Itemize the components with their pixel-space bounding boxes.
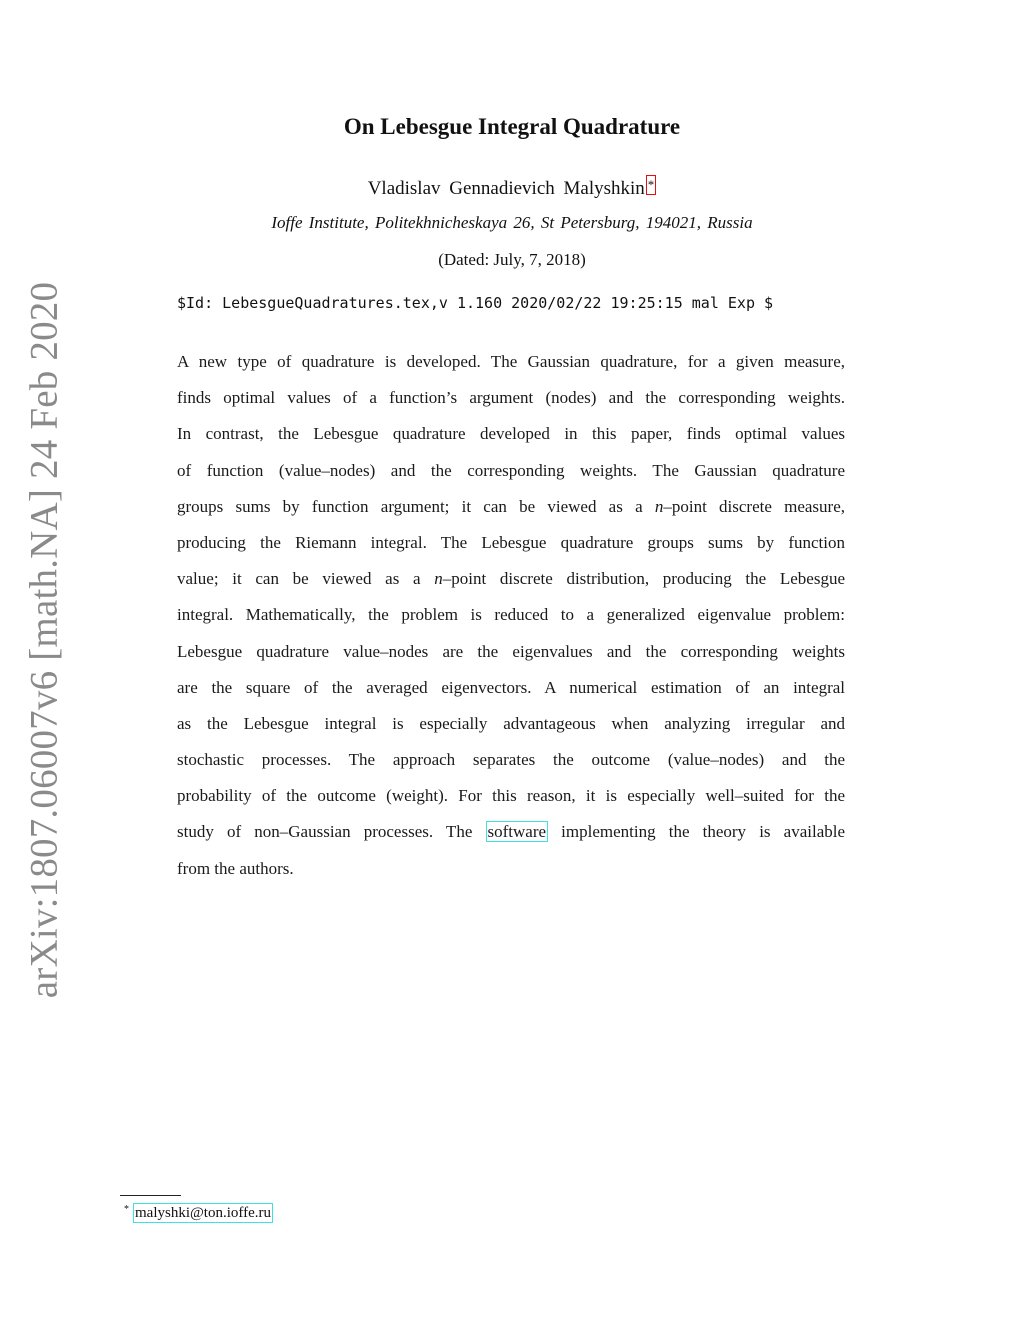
footnote bbox=[124, 1204, 273, 1222]
abstract-line: In contrast, the Lebesgue quadrature developed in this paper, finds optimal values bbox=[177, 424, 845, 444]
abstract-line: A new type of quadrature is developed. The Gaussian quadrature, for a given measure, bbox=[177, 352, 845, 371]
math-variable: n bbox=[434, 569, 443, 589]
math-variable: n bbox=[654, 496, 664, 516]
abstract-text: value; it can be viewed as a bbox=[177, 569, 421, 589]
abstract-text: implementing the theory is available bbox=[561, 822, 846, 842]
abstract-line: Lebesgue quadrature value–nodes are the eigenvalues and the corresponding weights bbox=[177, 641, 845, 661]
abstract-line: are the square of the averaged eigenvectors. A numerical estimation of an integral bbox=[177, 677, 845, 697]
software-link[interactable]: software bbox=[487, 822, 547, 842]
abstract-line: stochastic processes. The approach separates the outcome (value–nodes) and the bbox=[177, 750, 845, 770]
abstract-line: probability of the outcome (weight). For this reason, it is especially well–suited for the bbox=[177, 786, 845, 806]
abstract-text: groups sums by function argument; it can be viewed as a bbox=[177, 496, 643, 516]
abstract-line bbox=[177, 566, 845, 602]
author-name: Vladislav Gennadievich Malyshkin bbox=[367, 178, 645, 199]
abstract-line bbox=[177, 819, 845, 855]
abstract-text: –point discrete measure, bbox=[663, 496, 845, 516]
abstract-line: as the Lebesgue integral is especially advantageous when analyzing irregular and bbox=[177, 713, 845, 733]
author-affiliation: Ioffe Institute, Politekhnicheskaya 26, St Petersburg, 194021, Russia bbox=[271, 213, 753, 232]
abstract-text: –point discrete distribution, producing the Lebesgue bbox=[442, 569, 845, 589]
abstract-line: integral. Mathematically, the problem is reduced to a generalized eigenvalue problem: bbox=[177, 605, 845, 625]
arxiv-identifier: arXiv:1807.06007v6 [math.NA] 24 Feb 2020 bbox=[22, 281, 66, 999]
abstract-line: producing the Riemann integral. The Lebesgue quadrature groups sums by function bbox=[177, 532, 845, 552]
author-line bbox=[0, 175, 1024, 200]
abstract bbox=[177, 349, 845, 892]
abstract-line bbox=[177, 494, 845, 530]
date-line: (Dated: July, 7, 2018) bbox=[438, 250, 586, 269]
paper-title: On Lebesgue Integral Quadrature bbox=[343, 114, 681, 139]
author-footnote-link[interactable]: * bbox=[646, 175, 657, 195]
version-id: $Id: LebesgueQuadratures.tex,v 1.160 2020/02/22 19:25:15 mal Exp $ bbox=[177, 294, 774, 312]
footnote-divider bbox=[120, 1195, 181, 1196]
footnote-mark: * bbox=[124, 1204, 129, 1215]
abstract-line: finds optimal values of a function’s argument (nodes) and the corresponding weights. bbox=[177, 388, 845, 408]
abstract-line: of function (value–nodes) and the corresponding weights. The Gaussian quadrature bbox=[177, 460, 845, 480]
abstract-line: from the authors. bbox=[177, 858, 294, 878]
abstract-text: study of non–Gaussian processes. The bbox=[177, 822, 473, 842]
email-link[interactable]: malyshki@ton.ioffe.ru bbox=[135, 1205, 272, 1221]
